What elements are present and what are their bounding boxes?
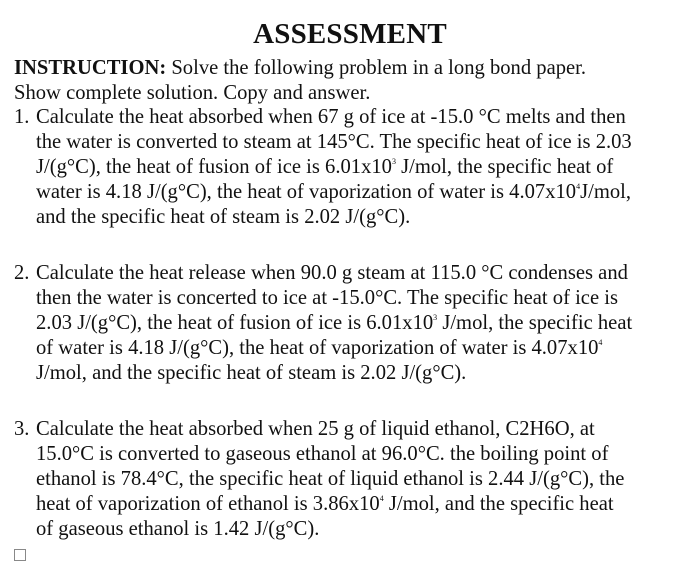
problem-line-part: J/mol, the specific heat xyxy=(437,312,633,334)
problem-line-part: heat of vaporization of ethanol is 3.86x10 xyxy=(36,493,380,515)
problem-line xyxy=(36,180,690,205)
problem-line xyxy=(36,336,690,361)
problem-line: and the specific heat of steam is 2.02 J/(g°C). xyxy=(36,206,411,228)
problem-line-part: J/mol, xyxy=(580,181,632,203)
problem-line: ethanol is 78.4°C, the specific heat of liquid ethanol is 2.44 J/(g°C), the xyxy=(36,468,625,490)
problem-text xyxy=(36,417,690,542)
instruction-block xyxy=(14,56,694,106)
exponent: 3 xyxy=(433,313,438,322)
problem-text xyxy=(36,261,690,386)
problem-2 xyxy=(14,261,690,386)
exponent: 4 xyxy=(598,338,603,347)
problem-line: Calculate the heat release when 90.0 g steam at 115.0 °C condenses and xyxy=(36,262,628,284)
problem-line: 15.0°C is converted to gaseous ethanol at 96.0°C. the boiling point of xyxy=(36,443,609,465)
exponent: 4 xyxy=(576,182,581,191)
problem-line-part: of water is 4.18 J/(g°C), the heat of vaporization of water is 4.07x10 xyxy=(36,337,599,359)
problem-line-part: J/mol, the specific heat of xyxy=(395,156,614,178)
problem-line: of gaseous ethanol is 1.42 J/(g°C). xyxy=(36,518,320,540)
problem-line xyxy=(36,492,690,517)
instruction-text-2: Show complete solution. Copy and answer. xyxy=(14,82,371,104)
page-title: ASSESSMENT xyxy=(253,18,447,50)
problem-line-part: 2.03 J/(g°C), the heat of fusion of ice is 6.01x10 xyxy=(36,312,434,334)
problem-line-part: J/mol, and the specific heat xyxy=(383,493,614,515)
problem-3 xyxy=(14,417,690,542)
problem-text xyxy=(36,105,690,230)
problem-line: Calculate the heat absorbed when 25 g of liquid ethanol, C2H6O, at xyxy=(36,418,595,440)
problem-line-part: J/(g°C), the heat of fusion of ice is 6.01x10 xyxy=(36,156,392,178)
problem-number: 2. xyxy=(14,262,30,284)
problem-line xyxy=(36,311,690,336)
problem-line: the water is converted to steam at 145°C. The specific heat of ice is 2.03 xyxy=(36,131,632,153)
problem-line: J/mol, and the specific heat of steam is 2.02 J/(g°C). xyxy=(36,362,467,384)
exponent: 3 xyxy=(391,157,396,166)
checkbox[interactable] xyxy=(14,549,26,561)
problem-line-part: water is 4.18 J/(g°C), the heat of vaporization of water is 4.07x10 xyxy=(36,181,577,203)
instruction-text-1: Solve the following problem in a long bond paper. xyxy=(166,57,587,79)
problem-1 xyxy=(14,105,690,230)
exponent: 4 xyxy=(379,494,384,503)
instruction-label: INSTRUCTION: xyxy=(14,57,167,79)
instruction-line-1 xyxy=(14,57,586,79)
problem-number: 1. xyxy=(14,106,30,128)
problem-line: Calculate the heat absorbed when 67 g of ice at -15.0 °C melts and then xyxy=(36,106,626,128)
problem-number: 3. xyxy=(14,418,30,440)
problem-line xyxy=(36,155,690,180)
problem-line: then the water is concerted to ice at -15.0°C. The specific heat of ice is xyxy=(36,287,618,309)
